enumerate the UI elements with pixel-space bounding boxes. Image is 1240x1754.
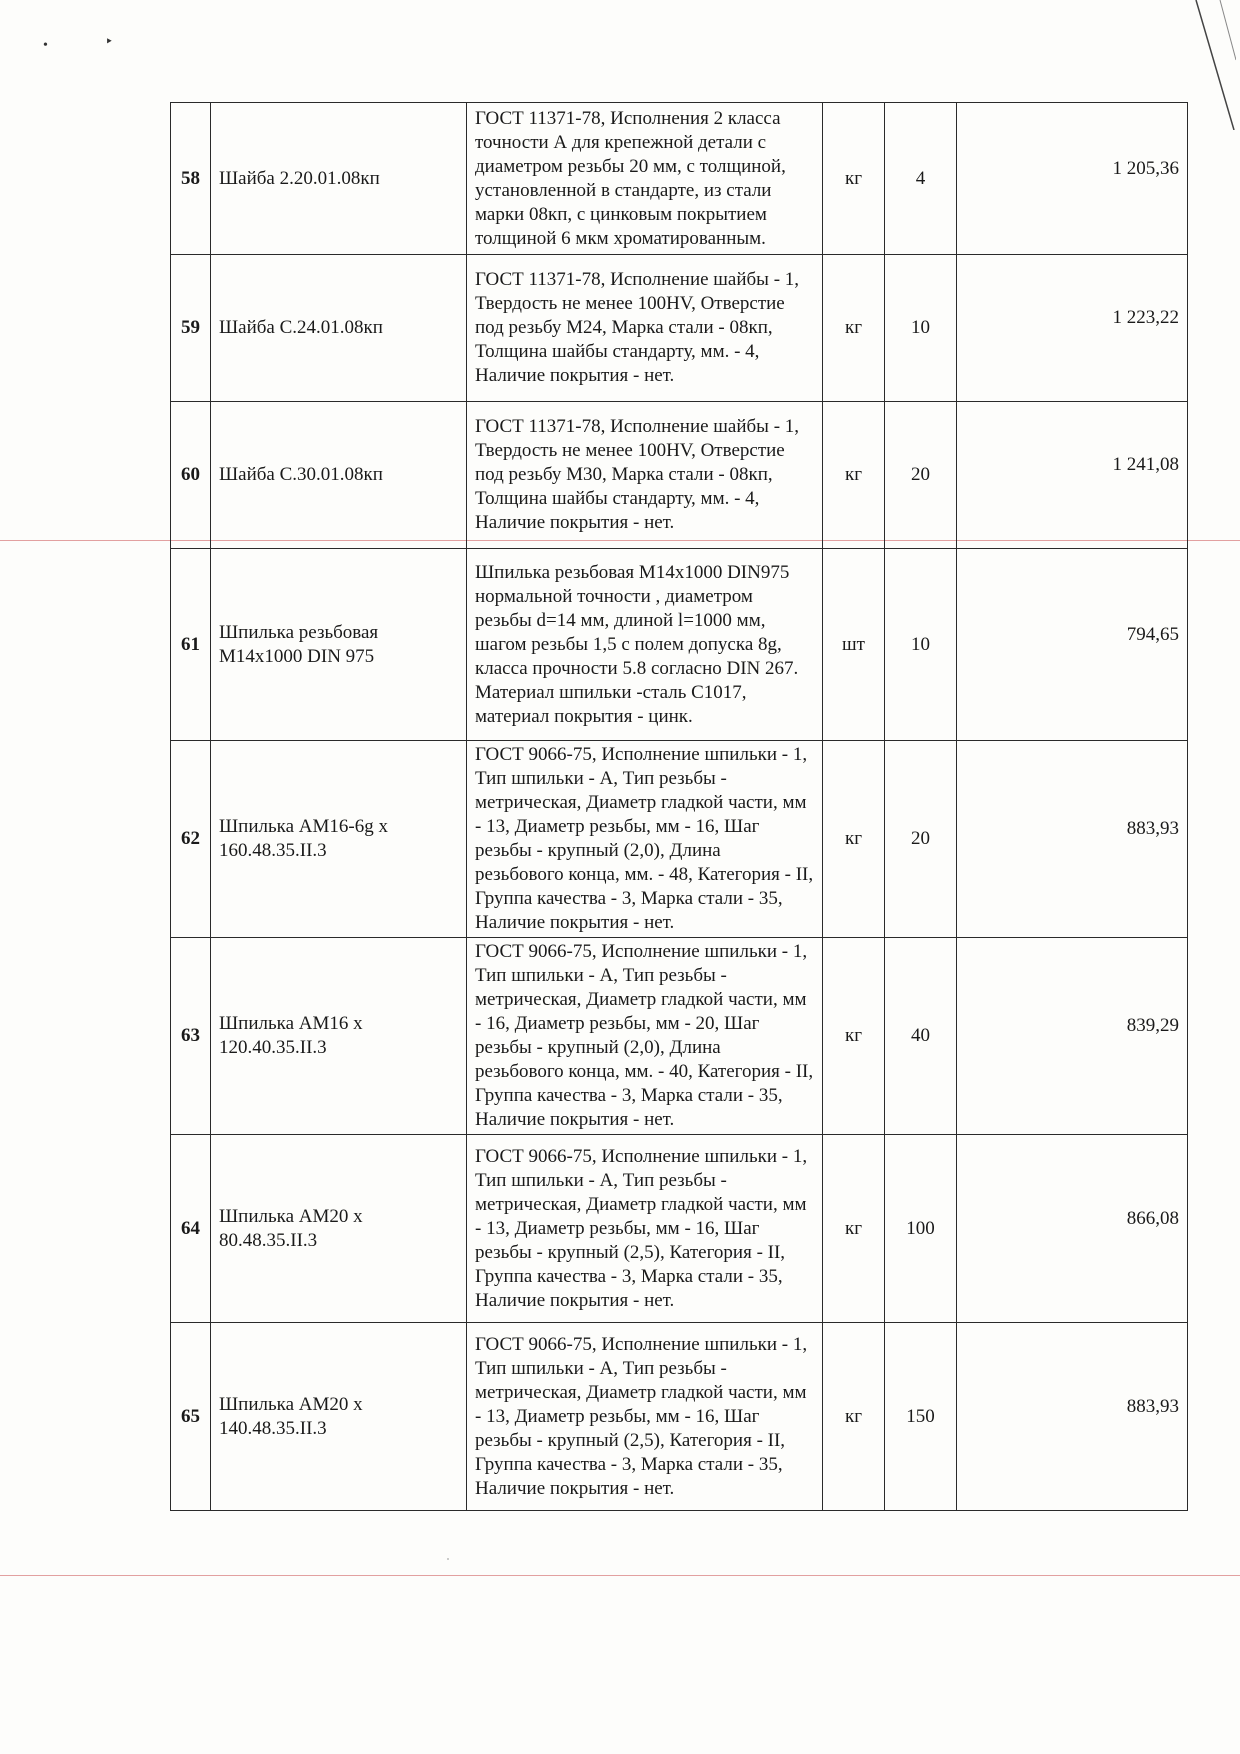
table-row [171, 1135, 1188, 1323]
item-price [957, 402, 1188, 549]
item-unit [823, 1323, 885, 1511]
item-unit-text: кг [844, 317, 863, 338]
item-name [211, 549, 467, 741]
item-unit-text: кг [844, 1405, 863, 1427]
item-unit-text: шт [842, 633, 865, 655]
row-number-text: 61 [181, 633, 200, 655]
item-name [211, 255, 467, 402]
item-description [467, 938, 823, 1135]
row-number [171, 938, 211, 1135]
table-row [171, 1323, 1188, 1511]
page-guide-line [0, 1575, 1240, 1576]
row-number [171, 402, 211, 549]
scan-speck: • [43, 38, 48, 53]
item-name [211, 938, 467, 1135]
item-price [957, 549, 1188, 741]
item-description-text: ГОСТ 9066-75, Исполнение шпильки - 1, Тип шпильки - А, Тип резьбы - метрическая, Диаметр гладкой части, мм - 16, Диаметр резьбы, мм - 20, Шаг резьбы - крупный (2,0), Длина резьбового конца, мм. - 40, Категория - II, Группа качества - 3, Марка стали - 35, Наличие покрытия - нет. [475, 941, 814, 1130]
item-description-text: ГОСТ 11371-78, Исполнение шайбы - 1, Твердость не менее 100HV, Отверстие под резьбу М24, Марка стали - 08кп, Толщина шайбы стандарту, мм. - 4, Наличие покрытия - нет. [475, 269, 800, 386]
table-row [171, 402, 1188, 549]
item-price-text: 883,93 [1126, 818, 1179, 839]
item-description [467, 1323, 823, 1511]
item-price [957, 103, 1188, 255]
item-quantity-text: 40 [911, 1025, 930, 1046]
item-price-text: 866,08 [1126, 1207, 1179, 1229]
item-name-text: Шпилька АМ16-6g х 160.48.35.II.3 [219, 816, 388, 861]
item-unit [823, 1135, 885, 1323]
item-name [211, 1323, 467, 1511]
row-number-text: 62 [181, 828, 200, 849]
item-quantity-text: 4 [915, 167, 926, 189]
item-name [211, 103, 467, 255]
item-unit-text: кг [844, 167, 863, 189]
item-price [957, 938, 1188, 1135]
item-description [467, 549, 823, 741]
item-price-text: 794,65 [1126, 623, 1179, 645]
item-name-text: Шайба С.30.01.08кп [219, 464, 383, 485]
scan-speck [447, 1558, 449, 1560]
item-unit [823, 549, 885, 741]
item-price-text: 1 241,08 [1112, 454, 1179, 475]
item-price-text: 883,93 [1126, 1395, 1179, 1417]
item-description-text: ГОСТ 9066-75, Исполнение шпильки - 1, Тип шпильки - А, Тип резьбы - метрическая, Диаметр гладкой части, мм - 13, Диаметр резьбы, мм - 16, Шаг резьбы - крупный (2,5), Категория - II, Группа качества - 3, Марка стали - 35, Наличие покрытия - нет. [475, 1145, 808, 1311]
row-number [171, 1135, 211, 1323]
item-name-text: Шайба С.24.01.08кп [219, 317, 383, 338]
item-unit-text: кг [844, 464, 863, 485]
item-unit-text: кг [844, 828, 863, 849]
item-price-text: 839,29 [1126, 1015, 1179, 1036]
item-quantity [885, 549, 957, 741]
item-description [467, 103, 823, 255]
item-price [957, 741, 1188, 938]
item-quantity [885, 741, 957, 938]
specification-table [170, 102, 1188, 1511]
row-number [171, 1323, 211, 1511]
item-unit [823, 938, 885, 1135]
table-row [171, 741, 1188, 938]
item-name-text: Шпилька АМ20 х 140.48.35.II.3 [219, 1393, 363, 1439]
row-number-text: 59 [181, 317, 200, 338]
item-price-text: 1 223,22 [1112, 307, 1179, 328]
item-quantity-text: 150 [906, 1405, 935, 1427]
row-number-text: 58 [181, 167, 200, 189]
row-number-text: 60 [181, 464, 200, 485]
item-description [467, 255, 823, 402]
item-quantity [885, 1323, 957, 1511]
row-number-text: 63 [181, 1025, 200, 1046]
item-name [211, 402, 467, 549]
item-quantity [885, 103, 957, 255]
row-number-text: 65 [181, 1405, 200, 1427]
item-quantity [885, 402, 957, 549]
item-name [211, 741, 467, 938]
row-number [171, 103, 211, 255]
scan-speck: ‣ [105, 35, 114, 50]
item-quantity [885, 1135, 957, 1323]
item-description-text: ГОСТ 9066-75, Исполнение шпильки - 1, Тип шпильки - А, Тип резьбы - метрическая, Диаметр гладкой части, мм - 13, Диаметр резьбы, мм - 16, Шаг резьбы - крупный (2,5), Категория - II, Группа качества - 3, Марка стали - 35, Наличие покрытия - нет. [475, 1333, 808, 1499]
item-unit-text: кг [844, 1025, 863, 1046]
row-number [171, 741, 211, 938]
item-quantity [885, 255, 957, 402]
item-quantity-text: 100 [906, 1217, 935, 1239]
item-quantity-text: 10 [911, 317, 930, 338]
row-number [171, 549, 211, 741]
item-unit [823, 741, 885, 938]
row-number [171, 255, 211, 402]
item-description-text: ГОСТ 9066-75, Исполнение шпильки - 1, Тип шпильки - А, Тип резьбы - метрическая, Диаметр гладкой части, мм - 13, Диаметр резьбы, мм - 16, Шаг резьбы - крупный (2,0), Длина резьбового конца, мм. - 48, Категория - II, Группа качества - 3, Марка стали - 35, Наличие покрытия - нет. [475, 744, 814, 933]
item-name-text: Шайба 2.20.01.08кп [219, 167, 380, 189]
item-name-text: Шпилька резьбовая М14х1000 DIN 975 [219, 621, 379, 667]
item-price [957, 1323, 1188, 1511]
item-price-text: 1 205,36 [1112, 157, 1179, 179]
item-name [211, 1135, 467, 1323]
item-quantity-text: 20 [911, 828, 930, 849]
item-name-text: Шпилька АМ16 х 120.40.35.II.3 [219, 1013, 363, 1058]
item-quantity-text: 10 [911, 633, 930, 655]
row-number-text: 64 [181, 1217, 200, 1239]
item-description [467, 1135, 823, 1323]
item-price [957, 1135, 1188, 1323]
table-row [171, 549, 1188, 741]
item-description-text: Шпилька резьбовая М14х1000 DIN975 нормальной точности , диаметром резьбы d=14 мм, длиной l=1000 мм, шагом резьбы 1,5 с полем допуска 8g, класса прочности 5.8 согласно DIN 267. Материал шпильки -сталь C1017, материал покрытия - цинк. [475, 561, 799, 727]
item-quantity [885, 938, 957, 1135]
item-quantity-text: 20 [911, 464, 930, 485]
item-price [957, 255, 1188, 402]
item-unit [823, 255, 885, 402]
item-description-text: ГОСТ 11371-78, Исполнение шайбы - 1, Твердость не менее 100HV, Отверстие под резьбу М30, Марка стали - 08кп, Толщина шайбы стандарту, мм. - 4, Наличие покрытия - нет. [475, 416, 800, 533]
table-row [171, 255, 1188, 402]
item-name-text: Шпилька АМ20 х 80.48.35.II.3 [219, 1205, 363, 1251]
item-description [467, 741, 823, 938]
table-row [171, 103, 1188, 255]
item-unit-text: кг [844, 1217, 863, 1239]
table-row [171, 938, 1188, 1135]
item-description-text: ГОСТ 11371-78, Исполнения 2 класса точности А для крепежной детали с диаметром резьбы 20 мм, с толщиной, установленной в стандарте, из стали марки 08кп, с цинковым покрытием толщиной 6 мкм хроматированным. [475, 107, 786, 249]
item-description [467, 402, 823, 549]
item-unit [823, 103, 885, 255]
item-unit [823, 402, 885, 549]
